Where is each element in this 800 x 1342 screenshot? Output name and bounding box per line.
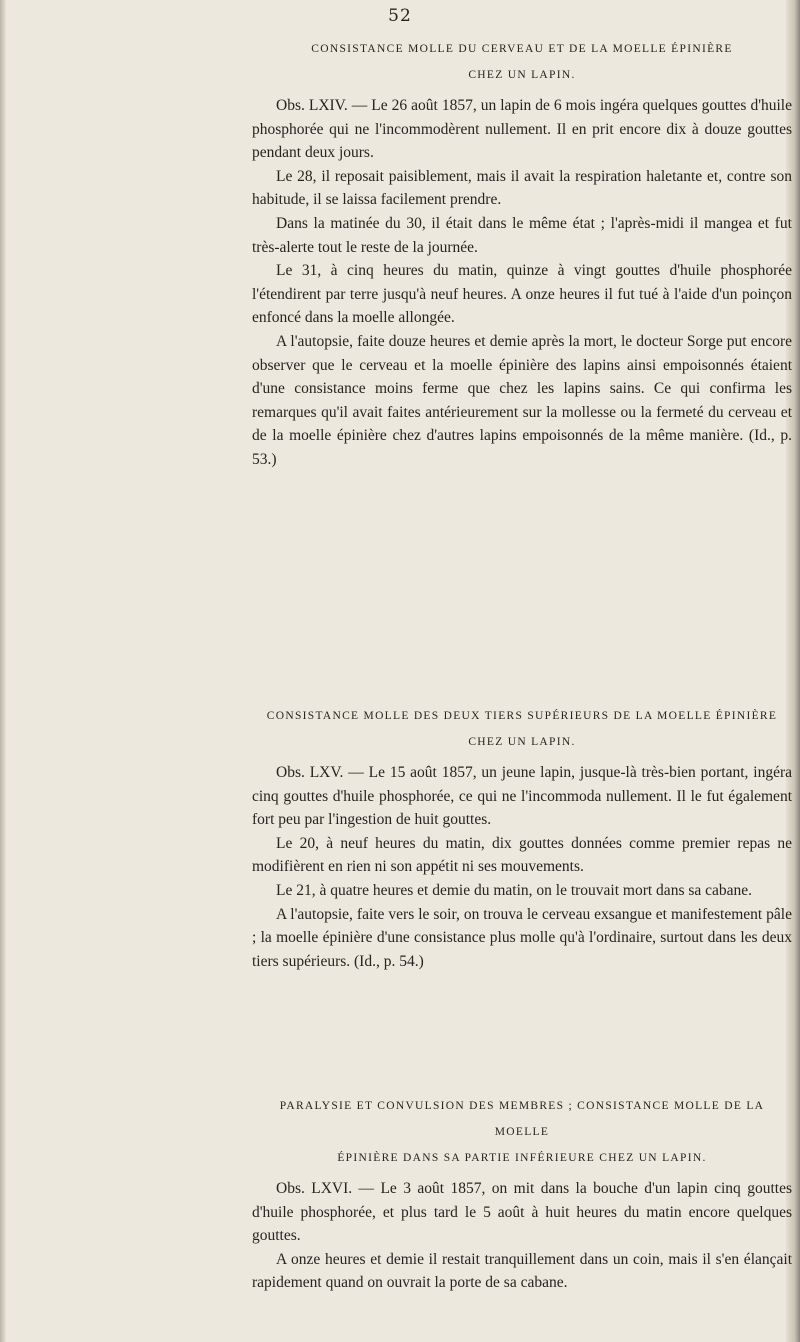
paragraph: Dans la matinée du 30, il était dans le même état ; l'après-midi il mangea et fut très-alerte tout le reste de la journée.	[252, 214, 792, 256]
paragraph: Le 28, il reposait paisiblement, mais il avait la respiration haletante et, contre son habitude, il se laissa facilement prendre.	[252, 167, 792, 209]
section-heading-line: CHEZ UN LAPIN.	[468, 69, 576, 81]
section-1	[252, 36, 792, 472]
page-number: 52	[388, 6, 412, 26]
paragraph: Obs. LXV. — Le 15 août 1857, un jeune lapin, jusque-là très-bien portant, ingéra cinq gouttes d'huile phosphorée, ce qui ne l'incommoda nullement. Il le fut également fort peu par l'ingestion de huit gouttes.	[252, 764, 792, 829]
page-left-edge	[0, 0, 6, 1342]
paragraph: A l'autopsie, faite vers le soir, on trouva le cerveau exsangue et manifestement pâle ; la moelle épinière d'une consistance plus molle qu'à l'ordinaire, surtout dans les deux tiers supérieurs. (Id., p. 54.)	[252, 905, 792, 970]
paragraph: Le 20, à neuf heures du matin, dix gouttes données comme premier repas ne modifièrent en rien ni son appétit ni ses mouvements.	[252, 834, 792, 876]
paragraph: Obs. LXIV. — Le 26 août 1857, un lapin de 6 mois ingéra quelques gouttes d'huile phosphorée qui ne l'incommodèrent nullement. Il en prit encore dix à douze gouttes pendant deux jours.	[252, 97, 792, 162]
paragraph: Obs. LXVI. — Le 3 août 1857, on mit dans la bouche d'un lapin cinq gouttes d'huile phosphorée, et plus tard le 5 août à huit heures du matin encore quelques gouttes.	[252, 1180, 792, 1245]
paragraph: Le 31, à cinq heures du matin, quinze à vingt gouttes d'huile phosphorée l'étendirent par terre jusqu'à neuf heures. A onze heures il fut tué à l'aide d'un poinçon enfoncé dans la moelle allongée.	[252, 262, 792, 327]
section-heading-line: ÉPINIÈRE DANS SA PARTIE INFÉRIEURE CHEZ UN LAPIN.	[337, 1152, 707, 1164]
paragraph: Le 21, à quatre heures et demie du matin, on le trouvait mort dans sa cabane.	[276, 881, 753, 899]
section-heading-line: CONSISTANCE MOLLE DES DEUX TIERS SUPÉRIEURS DE LA MOELLE ÉPINIÈRE	[266, 710, 778, 722]
paragraph: A l'autopsie, faite douze heures et demie après la mort, le docteur Sorge put encore observer que le cerveau et la moelle épinière des lapins ainsi empoisonnés étaient d'une consistance moins ferme que chez les lapins sains. Ce qui confirma les remarques qu'il avait faites antérieurement sur la mollesse ou la fermeté du cerveau et de la moelle épinière chez d'autres lapins empoisonnés de la même manière. (Id., p. 53.)	[252, 332, 792, 468]
section-heading-line: PARALYSIE ET CONVULSION DES MEMBRES ; CONSISTANCE MOLLE DE LA MOELLE	[279, 1100, 765, 1138]
section-heading-line: CHEZ UN LAPIN.	[468, 736, 576, 748]
page-content	[252, 8, 792, 1328]
section-heading-line: CONSISTANCE MOLLE DU CERVEAU ET DE LA MOELLE ÉPINIÈRE	[311, 43, 733, 55]
paragraph: A onze heures et demie il restait tranquillement dans un coin, mais il s'en élançait rapidement quand on ouvrait la porte de sa cabane.	[252, 1250, 792, 1292]
section-2	[252, 703, 792, 973]
section-3	[252, 1093, 792, 1295]
